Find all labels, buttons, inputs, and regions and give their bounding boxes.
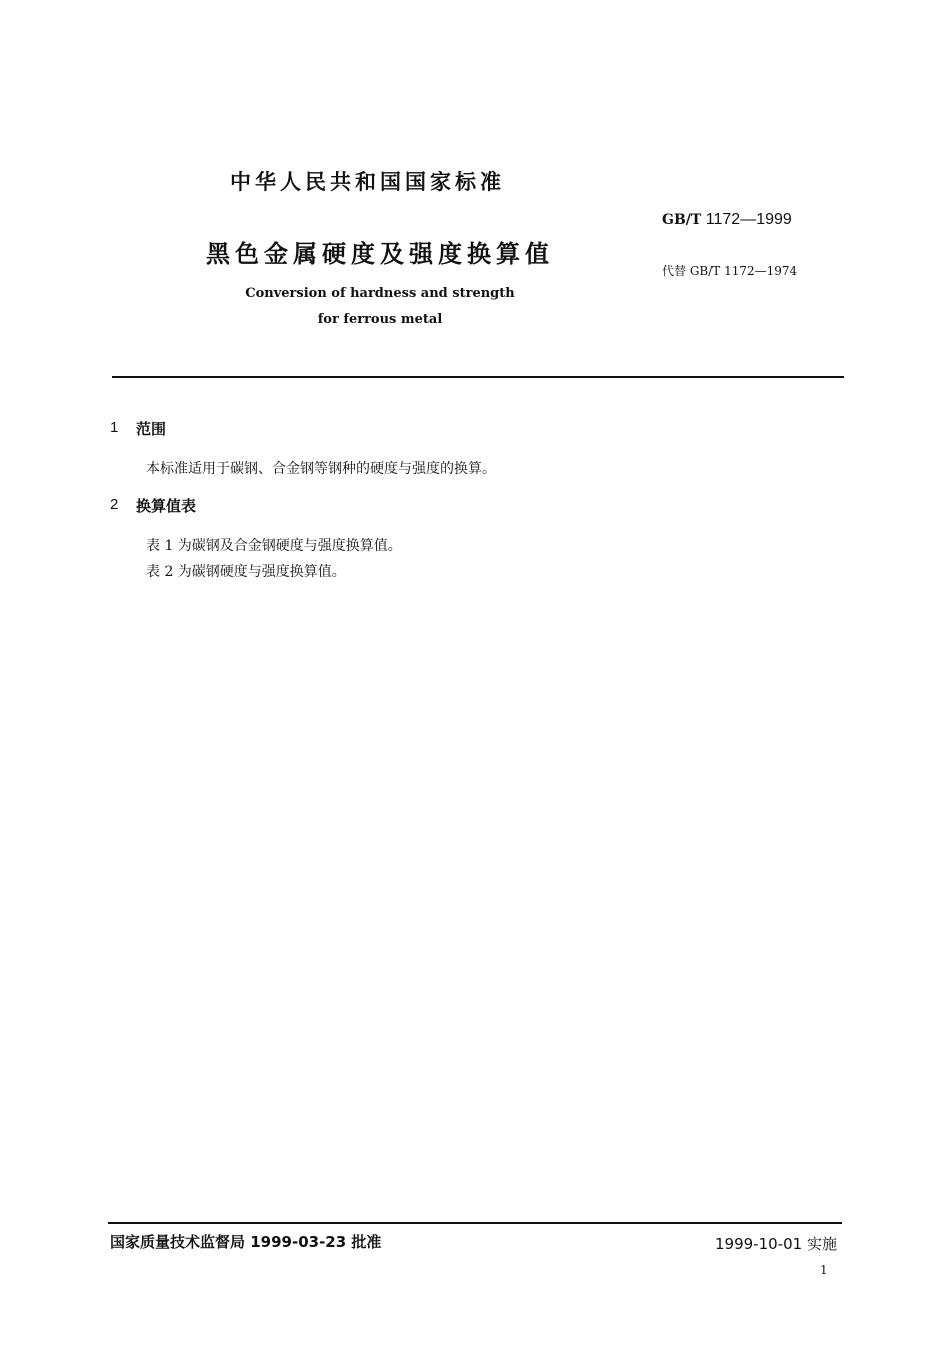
standard-code-prefix: GB/T [662, 212, 702, 228]
replaces-standard: 代替 GB/T 1172—1974 [662, 264, 798, 278]
document-title-chinese: 黑色金属硬度及强度换算值 [206, 240, 554, 268]
section-2-number: 2 [110, 496, 119, 513]
header-divider [112, 376, 844, 378]
section-1-number: 1 [110, 419, 119, 436]
national-standard-heading: 中华人民共和国国家标准 [230, 170, 505, 194]
section-1-title: 范围 [136, 420, 167, 438]
footer-divider [108, 1222, 842, 1224]
approval-line: 国家质量技术监督局 1999-03-23 批准 [110, 1233, 382, 1251]
section-2-paragraph-1: 表 1 为碳钢及合金钢硬度与强度换算值。 [146, 538, 402, 554]
document-title-english-line1: Conversion of hardness and strength [245, 286, 515, 301]
standard-code [662, 211, 792, 229]
standard-code-number: 1172—1999 [705, 211, 792, 228]
document-title-english-line2: for ferrous metal [317, 312, 443, 327]
page-number: 1 [820, 1263, 828, 1277]
implementation-date: 1999-10-01 实施 [715, 1235, 837, 1253]
section-1-paragraph: 本标准适用于碳钢、合金钢等钢种的硬度与强度的换算。 [146, 461, 496, 477]
section-2-title: 换算值表 [136, 497, 197, 515]
section-2-paragraph-2: 表 2 为碳钢硬度与强度换算值。 [146, 564, 346, 580]
